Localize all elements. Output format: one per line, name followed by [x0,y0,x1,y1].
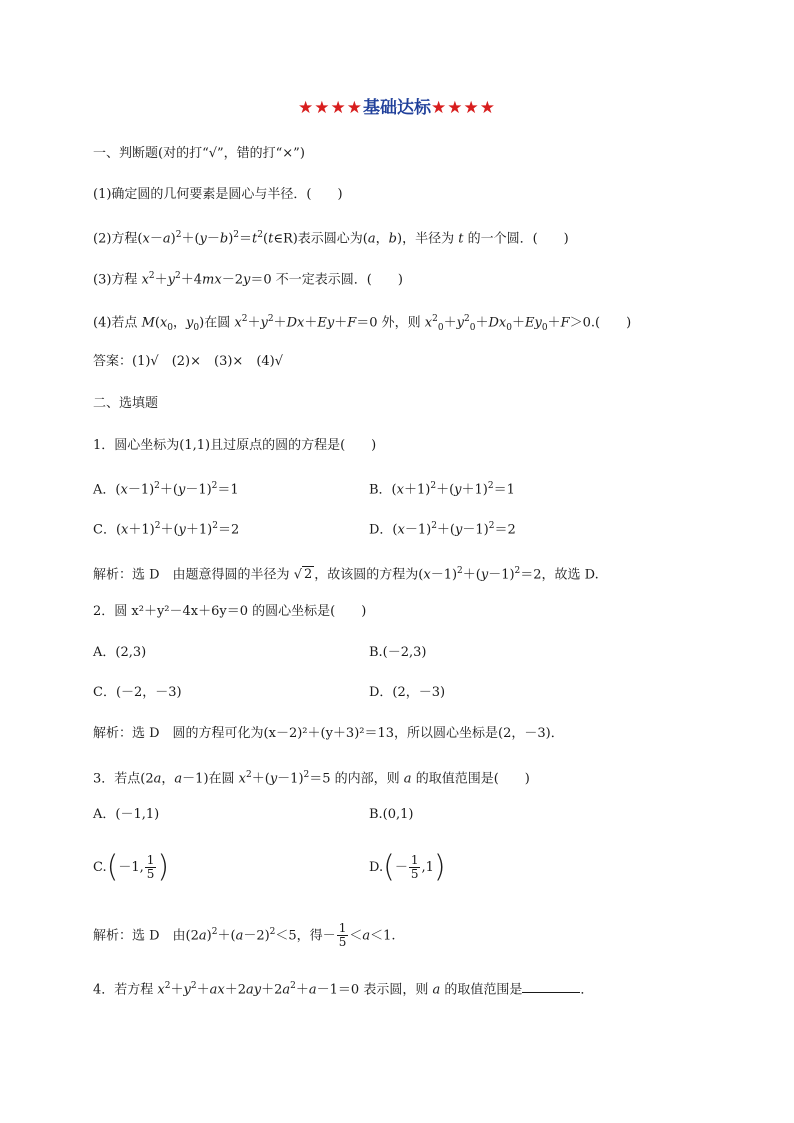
section-2-heading: 二、选填题 [93,396,159,411]
answer-blank[interactable] [522,980,580,993]
choice-q1-a: A．$(x-1)^2+(y-1)^2=1$ [93,481,239,498]
choice-q1-d: D．$(x-1)^2+(y-1)^2=2$ [369,521,516,538]
title-text: 基础达标 [363,98,431,118]
choice-q2-b: B.(－2,3) [369,645,427,660]
page-title [0,93,794,118]
choice-q2-d: D．(2，－3) [369,685,446,700]
choice-q1-solution: 解析：选 D 由题意得圆的半径为 √ 2 ，故该圆的方程为$(x-1)^2+(y-1)^2=2$，故选 D. [93,566,599,583]
stars-left: ★★★★ [298,98,363,118]
choice-q2-c: C．(－2，－3) [93,685,182,700]
section-1-heading: 一、判断题(对的打“√”，错的打“×”) [93,146,305,161]
choice-q1-b: B．$(x+1)^2+(y+1)^2=1$ [369,481,515,498]
choice-q2-solution: 解析：选 D 圆的方程可化为(x－2)²＋(y＋3)²＝13，所以圆心坐标是(2，－3)． [93,726,564,741]
choice-q1-c: C．$(x+1)^2+(y+1)^2=2$ [93,521,240,538]
stars-right: ★★★★ [431,98,496,118]
choice-q2-stem: 2．圆 x²＋y²－4x＋6y＝0 的圆心坐标是( ) [93,604,367,619]
judge-q4: (4)若点 $M(x_0$，$y_0$)在圆 $x^2+y^2+Dx+Ey+F=0$ 外，则 $x^2_0+y^2_0+Dx_0+Ey_0+F>0$.( ) [93,314,632,333]
choice-q3-stem: 3．若点(2a，a－1)在圆 $x^2+(y-1)^2=5$ 的内部，则 a 的取值范围是( ) [93,770,530,787]
judge-q1: (1)确定圆的几何要素是圆心与半径．( ) [93,187,343,202]
choice-q3-b: B.(0,1) [369,807,414,822]
judge-q2: (2)方程$(x-a)^2+(y-b)^2=t^2(t\in R)$表示圆心为(a，b)，半径为 t 的一个圆．( ) [93,230,569,247]
choice-q2-a: A．(2,3) [93,645,147,660]
judge-q3: (3)方程 $x^2+y^2+4mx-2y=0$ 不一定表示圆．( ) [93,271,403,288]
choice-q3-solution: 解析：选 D 由$(2a)^2+(a-2)^2<5$，得－ $\frac{1}{5}$ ＜a＜1. [93,921,396,950]
choice-q3-c: C.(－1, $\frac{1}{5}$ ) [93,849,170,885]
judge-answer: 答案：(1)√ (2)× (3)× (4)√ [93,354,284,369]
fill-q4-stem: 4．若方程 $x^2+y^2+ax+2ay+2a^2+a-1=0$ 表示圆，则 a 的取值范围是 ． [93,981,594,998]
choice-q1-stem: 1．圆心坐标为(1,1)且过原点的圆的方程是( ) [93,438,377,453]
choice-q3-d: D.(－ $\frac{1}{5}$ ,1) [369,849,446,885]
choice-q3-a: A．(－1,1) [93,807,160,822]
